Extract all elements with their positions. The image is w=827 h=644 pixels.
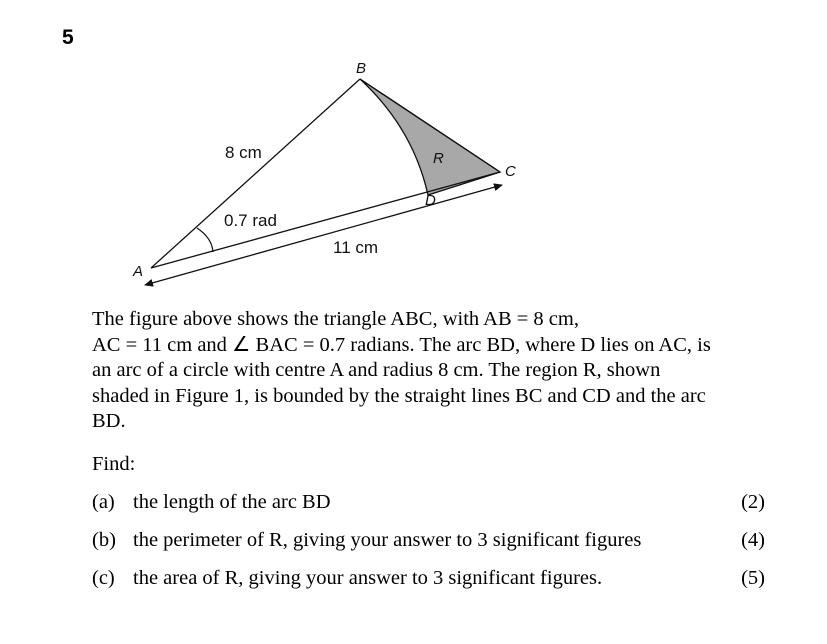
part-marks: (2) [741, 491, 765, 513]
label-ac-length: 11 cm [333, 238, 379, 257]
paragraph-line: shaded in Figure 1, is bounded by the straight lines BC and CD and the arc [92, 384, 706, 407]
label-ab-length: 8 cm [225, 143, 262, 162]
part-label: (b) [92, 529, 116, 551]
vertex-b-label: B [356, 60, 367, 77]
angle-arc-a [197, 228, 213, 252]
part-text: the length of the arc BD [133, 491, 331, 513]
find-label: Find: [92, 453, 136, 475]
vertex-a-label: A [133, 263, 144, 280]
question-part-a [92, 491, 772, 517]
part-text: the area of R, giving your answer to 3 significant figures. [133, 567, 603, 589]
vertex-d-label: D [425, 192, 436, 209]
label-angle-bac: 0.7 rad [224, 211, 277, 230]
paragraph-line: an arc of a circle with centre A and radius 8 cm. The region R, shown [92, 359, 661, 381]
question-number: 5 [62, 26, 74, 49]
dimension-arrow-ac [145, 185, 502, 285]
paragraph-line: AC = 11 cm and ∠ BAC = 0.7 radians. The arc BD, where D lies on AC, is [92, 333, 711, 356]
part-label: (c) [92, 567, 115, 589]
part-label: (a) [92, 491, 115, 513]
question-paragraph [92, 307, 772, 435]
part-text: the perimeter of R, giving your answer to 3 significant figures [133, 529, 642, 551]
part-marks: (4) [741, 529, 765, 551]
paragraph-line: The figure above shows the triangle ABC, with AB = 8 cm, [92, 308, 579, 330]
vertex-c-label: C [505, 163, 516, 180]
question-part-c [92, 567, 772, 593]
triangle-figure [0, 0, 827, 300]
part-marks: (5) [741, 567, 765, 589]
region-r-label: R [433, 150, 444, 167]
paragraph-line: BD. [92, 410, 126, 432]
question-part-b [92, 529, 772, 555]
